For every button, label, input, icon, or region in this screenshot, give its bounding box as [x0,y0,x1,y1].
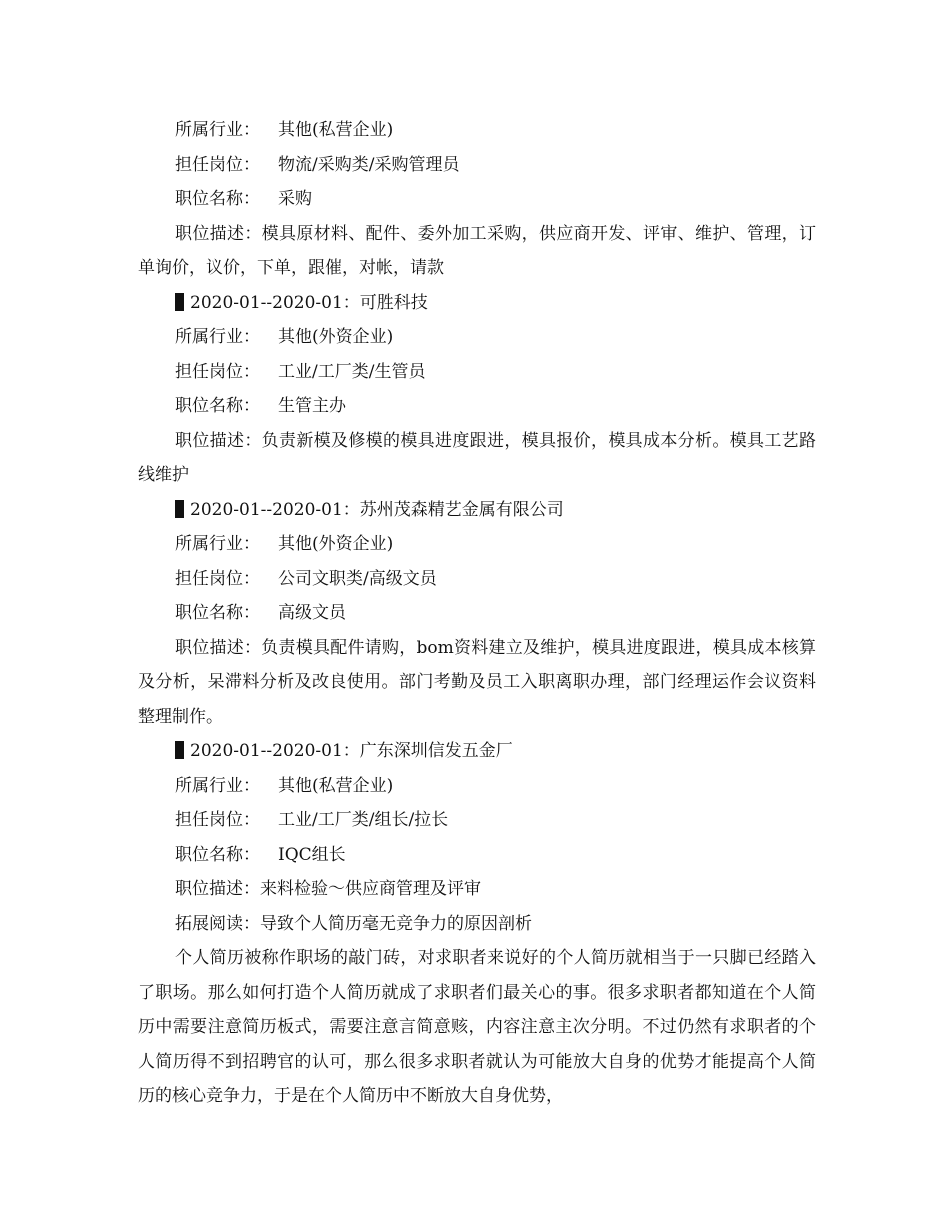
industry-label: 所属行业： [175,775,260,796]
post-row [138,562,816,597]
description-row [138,631,816,735]
industry-row [138,113,816,148]
post-label: 担任岗位： [175,154,260,175]
post-label: 担任岗位： [175,568,260,589]
industry-label: 所属行业： [175,120,260,140]
entry-header [138,734,816,769]
entry-header-text: 2020-01--2020-01：可胜科技 [190,292,428,313]
work-entry [138,113,816,286]
description-value: 负责新模及修模的模具进度跟进，模具报价，模具成本分析。模具工艺路线维护 [138,430,817,485]
post-row [138,148,816,183]
entry-header [138,493,816,528]
work-entry [138,734,816,907]
title-label: 职位名称： [175,844,260,865]
square-bullet-icon [175,500,184,518]
description-row [138,872,816,907]
post-label: 担任岗位： [175,361,260,382]
entry-header-text: 2020-01--2020-01：广东深圳信发五金厂 [190,741,513,761]
extended-reading-body: 个人简历被称作职场的敲门砖，对求职者来说好的个人简历就相当于一只脚已经踏入了职场。那么如何打造个人简历就成了求职者们最关心的事。很多求职者都知道在个人简历中需要注意简历板式，需要注意言简意赅，内容注意主次分明。不过仍然有求职者的个人简历得不到招聘官的认可，那么很多求职者就认为可能放大自身的优势才能提高个人简历的核心竞争力，于是在个人简历中不断放大自身优势， [138,948,816,1106]
description-label: 职位描述： [175,637,262,658]
industry-label: 所属行业： [175,534,260,554]
title-label: 职位名称： [175,603,260,623]
title-value: IQC组长 [278,844,346,865]
industry-row [138,320,816,355]
title-label: 职位名称： [175,189,260,209]
title-row [138,596,816,631]
description-label: 职位描述： [175,223,262,244]
description-label: 职位描述： [175,430,262,451]
entry-header-text: 2020-01--2020-01：苏州茂森精艺金属有限公司 [190,499,564,520]
industry-value: 其他(外资企业) [278,327,394,347]
description-label: 职位描述： [175,879,260,899]
square-bullet-icon [175,741,184,759]
title-value: 采购 [278,189,312,209]
work-entry [138,493,816,735]
post-row [138,803,816,838]
document-body [138,113,816,1114]
title-row [138,182,816,217]
title-label: 职位名称： [175,396,260,416]
industry-value: 其他(私营企业) [278,120,394,140]
industry-row [138,769,816,804]
industry-value: 其他(私营企业) [278,775,394,796]
post-value: 工业/工厂类/生管员 [278,361,426,382]
extended-reading-heading: 拓展阅读：导致个人简历毫无竞争力的原因剖析 [175,913,532,934]
post-label: 担任岗位： [175,810,260,830]
post-value: 物流/采购类/采购管理员 [278,154,460,175]
post-value: 公司文职类/高级文员 [278,568,437,589]
work-entry [138,286,816,493]
title-row [138,838,816,873]
title-value: 生管主办 [278,396,346,416]
description-row [138,217,816,286]
description-value: 负责模具配件请购，bom资料建立及维护，模具进度跟进，模具成本核算及分析，呆滞料分析及改良使用。部门考勤及员工入职离职办理，部门经理运作会议资料整理制作。 [138,637,816,727]
title-row [138,389,816,424]
industry-label: 所属行业： [175,327,260,347]
description-row [138,424,816,493]
description-value: 来料检验～供应商管理及评审 [260,879,481,899]
industry-row [138,527,816,562]
post-row [138,355,816,390]
square-bullet-icon [175,293,184,311]
industry-value: 其他(外资企业) [278,534,394,554]
post-value: 工业/工厂类/组长/拉长 [278,810,449,830]
title-value: 高级文员 [278,603,346,623]
description-value: 模具原材料、配件、委外加工采购，供应商开发、评审、维护、管理，订单询价，议价，下单，跟催，对帐，请款 [138,223,817,278]
entry-header [138,286,816,321]
